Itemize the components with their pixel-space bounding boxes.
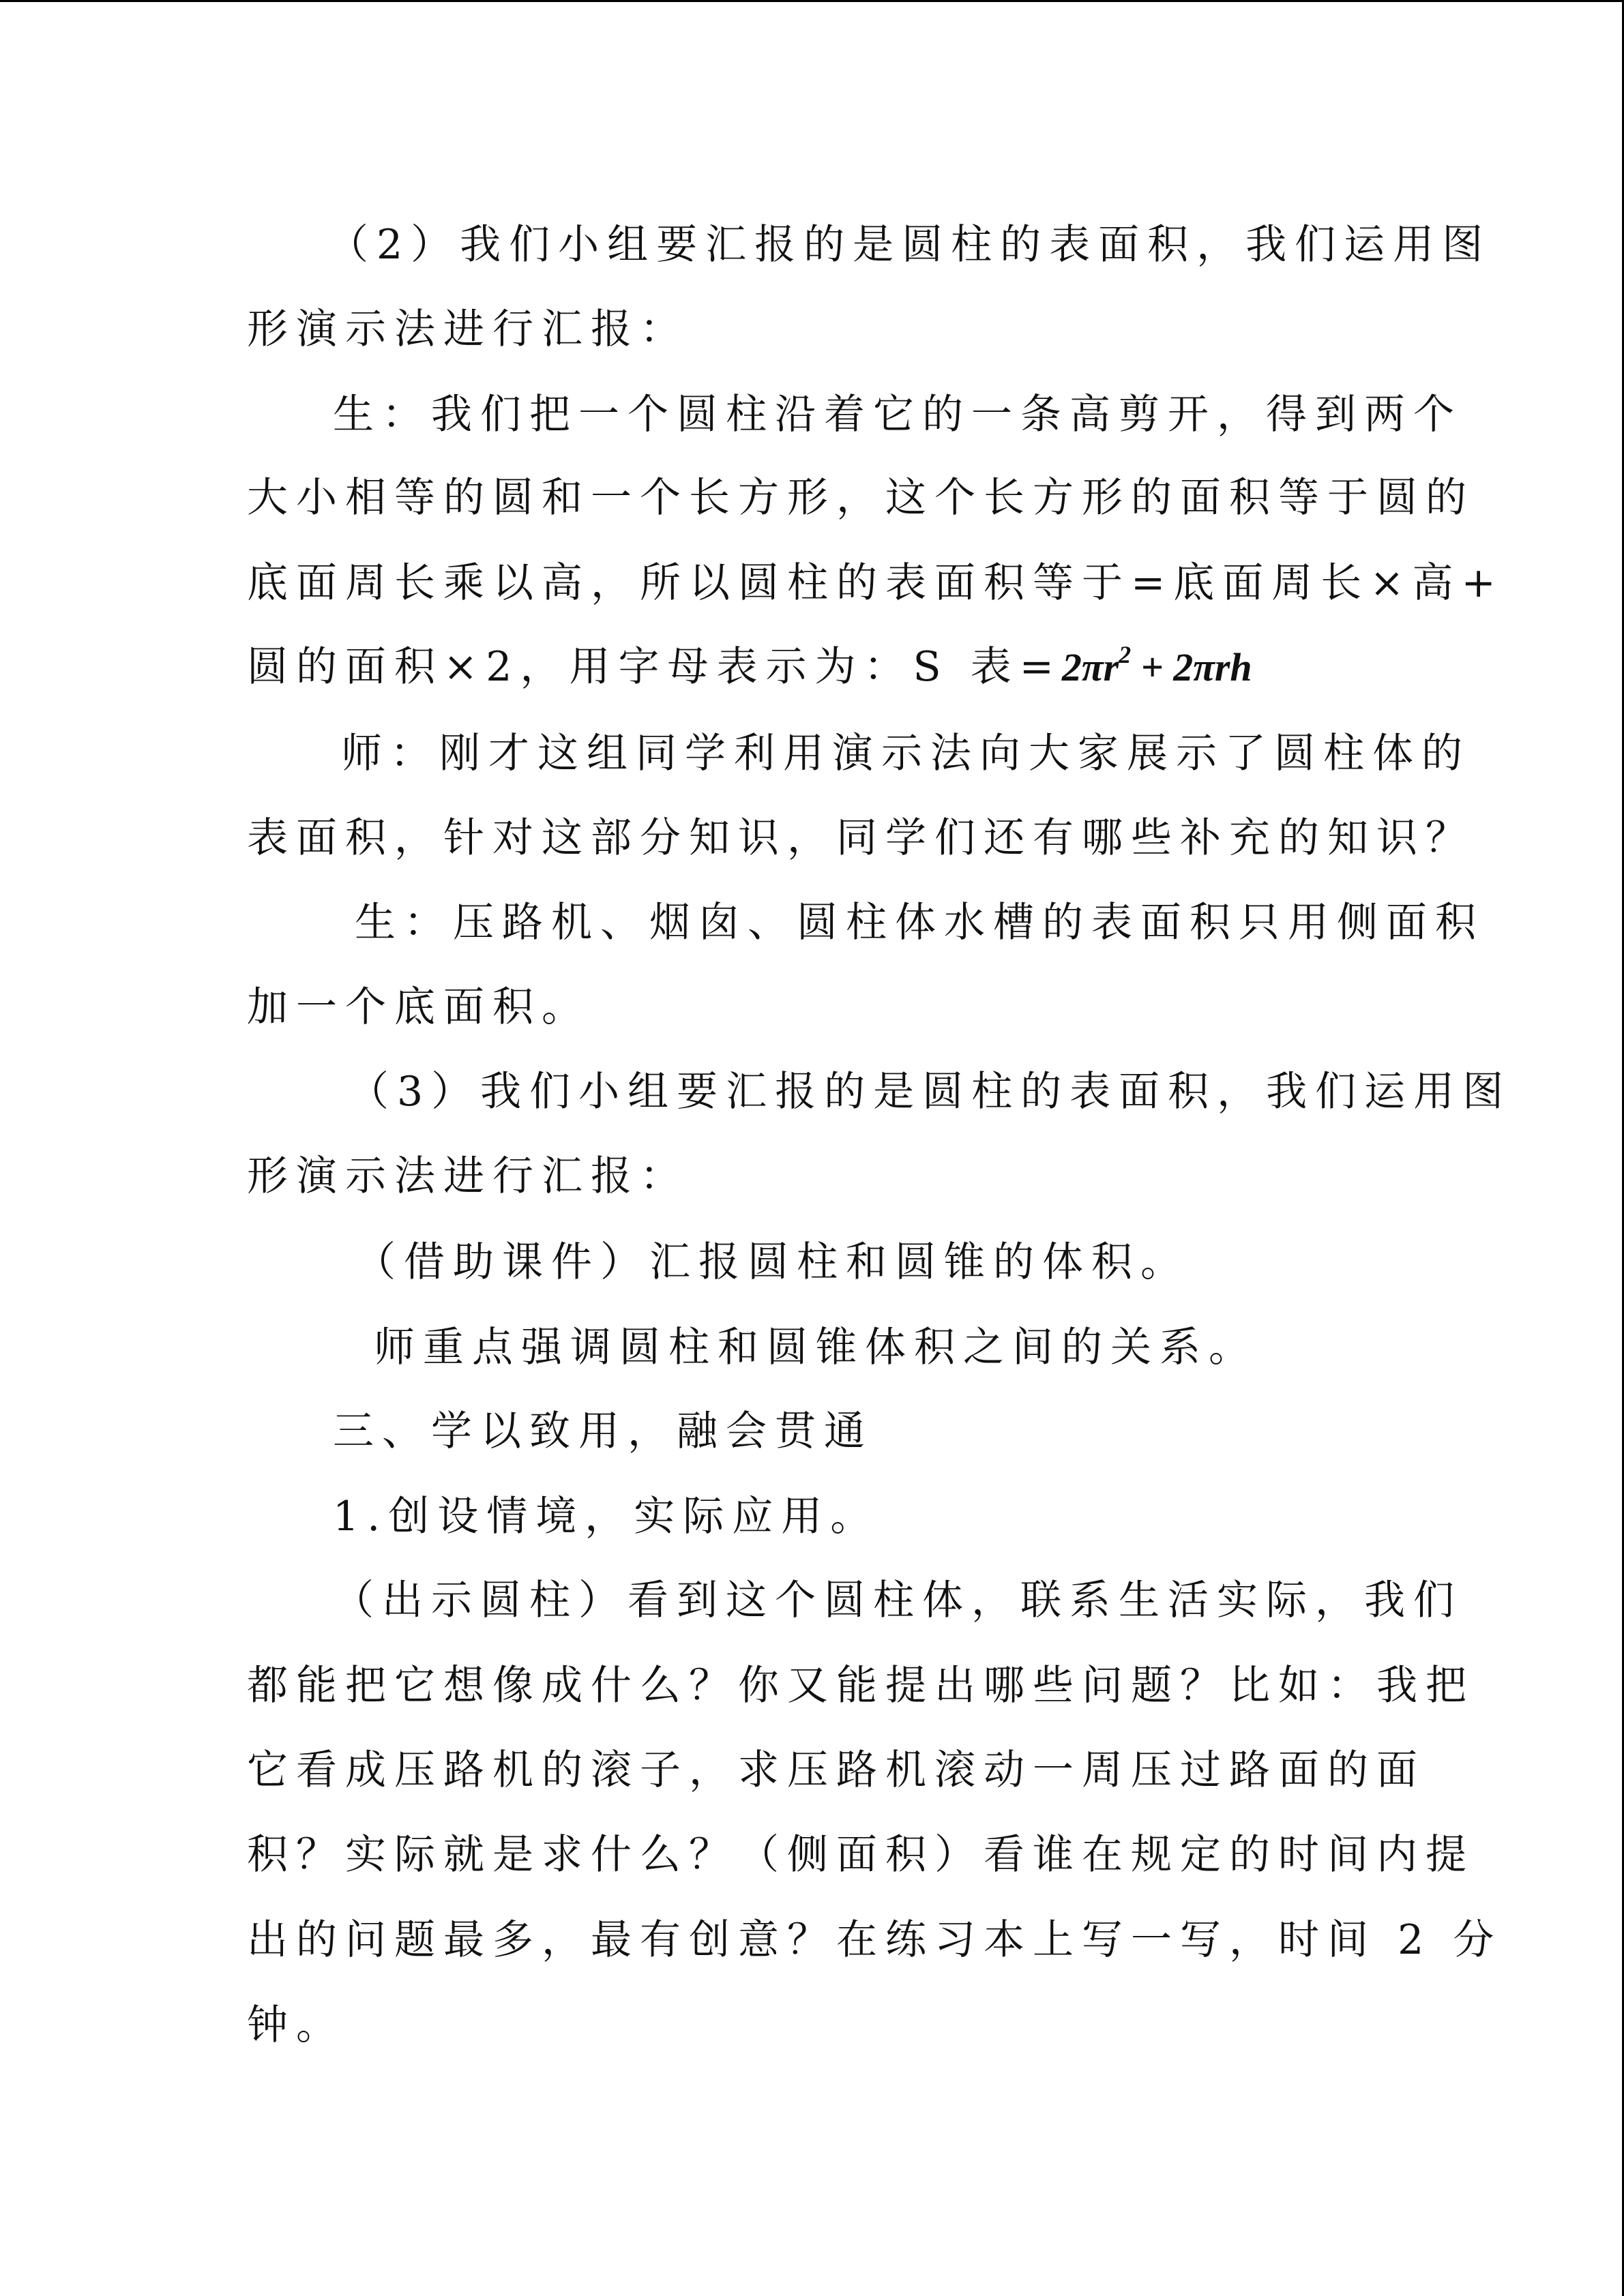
paragraph-line: 积？实际就是求什么？（侧面积）看谁在规定的时间内提 xyxy=(247,1831,1475,1879)
formula-part1: 2πr xyxy=(1061,645,1119,689)
formula-exponent: 2 xyxy=(1119,641,1132,668)
paragraph-line: 师：刚才这组同学利用演示法向大家展示了圆柱体的 xyxy=(341,730,1471,777)
paragraph-line: 大小相等的圆和一个长方形，这个长方形的面积等于圆的 xyxy=(247,474,1475,522)
formula-part2: + 2πrh xyxy=(1131,645,1252,689)
paragraph-line: （3）我们小组要汇报的是圆柱的表面积，我们运用图 xyxy=(348,1068,1512,1116)
paragraph-line: 出的问题最多，最有创意？在练习本上写一写，时间 2 分 xyxy=(247,1916,1503,1964)
formula-line xyxy=(247,641,1252,694)
paragraph-line: 都能把它想像成什么？你又能提出哪些问题？比如：我把 xyxy=(247,1662,1475,1710)
paragraph-line: 钟。 xyxy=(247,2001,345,2049)
paragraph-line: 形演示法进行汇报： xyxy=(247,305,689,353)
paragraph-line: （借助课件）汇报圆柱和圆锥的体积。 xyxy=(355,1238,1190,1286)
subsection-heading: 1.创设情境，实际应用。 xyxy=(333,1493,880,1540)
paragraph-line: （2）我们小组要汇报的是圆柱的表面积，我们运用图 xyxy=(327,221,1492,269)
paragraph-line: 它看成压路机的滚子，求压路机滚动一周压过路面的面 xyxy=(247,1746,1426,1794)
formula-lead-text: 圆的面积×2，用字母表示为：S 表= xyxy=(247,643,1062,691)
paragraph-line: 师重点强调圆柱和圆锥体积之间的关系。 xyxy=(374,1324,1258,1371)
paragraph-line: 生：压路机、烟囱、圆柱体水槽的表面积只用侧面积 xyxy=(355,899,1484,946)
paragraph-line: 表面积，针对这部分知识，同学们还有哪些补充的知识？ xyxy=(247,814,1475,862)
section-heading: 三、学以致用，融会贯通 xyxy=(333,1407,873,1455)
paragraph-line: （出示圆柱）看到这个圆柱体，联系生活实际，我们 xyxy=(333,1577,1462,1624)
paragraph-line: 形演示法进行汇报： xyxy=(247,1152,689,1200)
surface-area-formula xyxy=(1061,641,1252,689)
paragraph-line: 底面周长乘以高，所以圆柱的表面积等于=底面周长×高+ xyxy=(247,559,1504,607)
paragraph-line: 生：我们把一个圆柱沿着它的一条高剪开，得到两个 xyxy=(333,391,1462,438)
paragraph-line: 加一个底面积。 xyxy=(247,983,591,1031)
